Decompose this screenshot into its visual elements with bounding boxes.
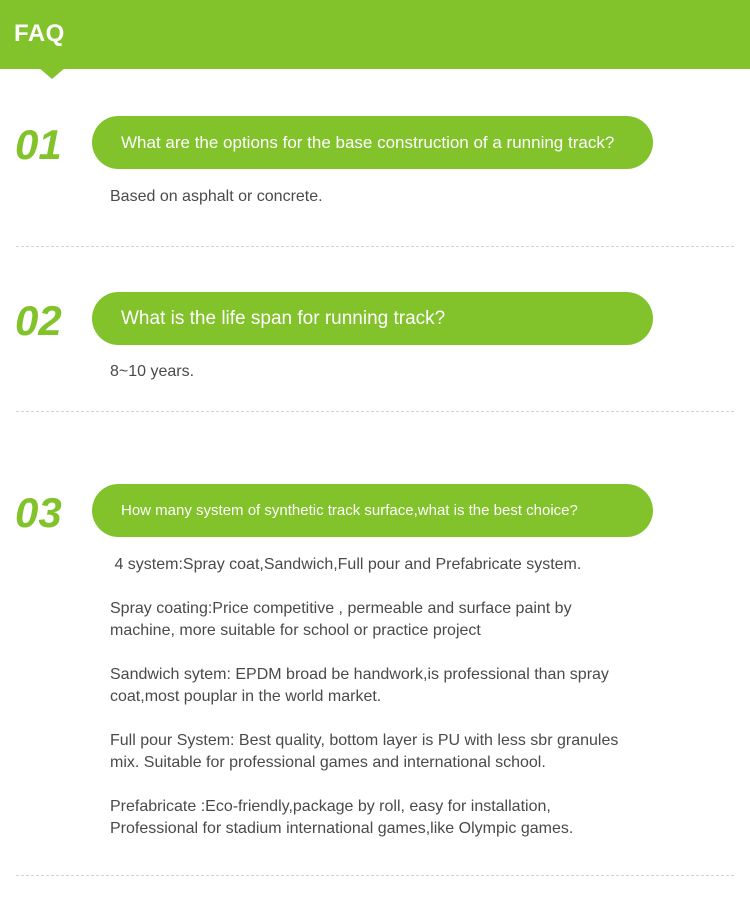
faq-answer-paragraph: 8~10 years.	[110, 363, 195, 380]
faq-question-text: What are the options for the base construction of a running track?	[121, 132, 615, 152]
faq-question	[92, 116, 653, 169]
page-title: FAQ	[14, 20, 65, 47]
divider	[16, 875, 734, 876]
faq-answer-paragraph: Sandwich sytem: EPDM broad be handwork,is professional than spray coat,most pouplar in the world market.	[110, 666, 609, 705]
faq-answer-paragraph: 4 system:Spray coat,Sandwich,Full pour and Prefabricate system.	[110, 556, 582, 573]
faq-answer	[110, 361, 670, 383]
faq-number: 01	[15, 121, 62, 168]
faq-number: 02	[15, 297, 62, 344]
header-pointer	[38, 67, 66, 79]
faq-answer-paragraph: Spray coating:Price competitive , permeable and surface paint by machine, more suitable for school or practice project	[110, 600, 572, 639]
faq-question	[92, 484, 653, 537]
faq-answer-paragraph: Full pour System: Best quality, bottom layer is PU with less sbr granules mix. Suitable for professional games and international school.	[110, 732, 619, 771]
faq-answer-paragraph: Prefabricate :Eco-friendly,package by roll, easy for installation, Professional for stadium international games,like Olympic games.	[110, 798, 574, 837]
faq-answer	[110, 186, 670, 208]
faq-header	[0, 0, 750, 69]
faq-question-text: What is the life span for running track?	[121, 307, 446, 329]
divider	[16, 411, 734, 412]
faq-answer-paragraph: Based on asphalt or concrete.	[110, 188, 323, 205]
faq-answer	[110, 554, 640, 840]
divider	[16, 246, 734, 247]
faq-number: 03	[15, 489, 62, 536]
faq-question-text: How many system of synthetic track surface,what is the best choice?	[121, 502, 578, 519]
faq-question	[92, 292, 653, 345]
